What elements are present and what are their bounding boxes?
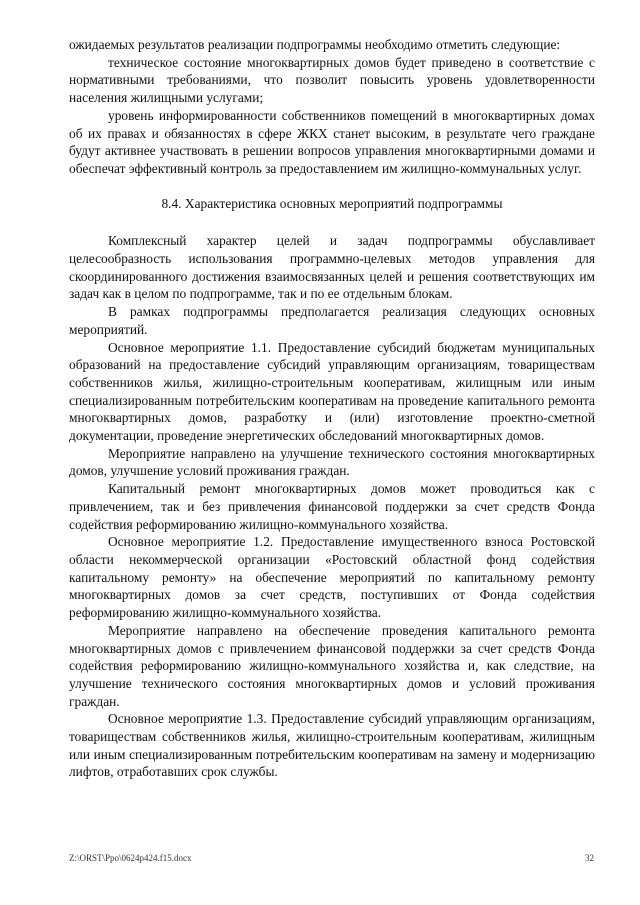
section-heading: 8.4. Характеристика основных мероприятий подпрограммы bbox=[161, 195, 503, 211]
paragraph-framework: В рамках подпрограммы предполагается реализация следующих основных мероприятий. bbox=[69, 304, 595, 337]
paragraph-measure-1-2-purpose: Мероприятие направлено на обеспечение проведения капитального ремонта многоквартирных домов с привлечением финансовой поддержки за счет средств Фонда содействия реформированию жилищно-коммунального хозяйства и, как следствие, на улучшение технического состояния многоквартирных домов и условий проживания граждан. bbox=[69, 622, 595, 709]
paragraph-measure-1-1: Основное мероприятие 1.1. Предоставление субсидий бюджетам муниципальных образований на предоставление субсидий управляющим организациям, товариществам собственников жилья, жилищно-строительным кооперативам, жилищным или иным специализированным потребительским кооперативам на проведение капитального ремонта многоквартирных домов, разработку и (или) изготовление проектно-сметной документации, проведение энергетических обследований многоквартирных домов. bbox=[69, 339, 595, 444]
paragraph-complex-character: Комплексный характер целей и задач подпрограммы обуславливает целесообразность использования программно-целевых методов управления для скоординированного достижения взаимосвязанных целей и решения соответствующих им задач как в целом по подпрограмме, так и по ее отдельным блокам. bbox=[69, 233, 595, 302]
paragraph-awareness-level: уровень информированности собственников помещений в многоквартирных домах об их правах и обязанностях в сфере ЖКХ станет высоким, в результате чего граждане будут активнее участвовать в решении вопросов управления многоквартирными домами и обеспечат эффективный контроль за предоставлением им жилищно-коммунальных услуг. bbox=[69, 107, 595, 176]
paragraph-expected-results: ожидаемых результатов реализации подпрограммы необходимо отметить следующие: bbox=[69, 37, 561, 52]
footer-page-number: 32 bbox=[585, 853, 594, 863]
paragraph-measure-1-2: Основное мероприятие 1.2. Предоставление имущественного взноса Ростовской области некоммерческой организации «Ростовский областной фонд содействия капитальному ремонту» на обеспечение мероприятий по капитальному ремонту многоквартирных домов за счет средств, поступивших от Фонда содействия реформированию жилищно-коммунального хозяйства. bbox=[69, 534, 595, 621]
document-page bbox=[69, 36, 595, 781]
paragraph-measure-1-1-purpose: Мероприятие направлено на улучшение технического состояния многоквартирных домов, улучшение условий проживания граждан. bbox=[69, 445, 595, 479]
paragraph-technical-state: техническое состояние многоквартирных домов будет приведено в соответствие с нормативными требованиями, что позволит повысить уровень удовлетворенности населения жилищными услугами; bbox=[69, 54, 595, 106]
footer-file-path: Z:\ORST\Ppo\0624p424.f15.docx bbox=[69, 853, 192, 863]
paragraph-measure-1-3: Основное мероприятие 1.3. Предоставление субсидий управляющим организациям, товариществам собственников жилья, жилищно-строительным кооперативам, жилищным или иным специализированным потребительским кооперативам на замену и модернизацию лифтов, отработавших срок службы. bbox=[69, 711, 595, 780]
paragraph-capital-repair: Капитальный ремонт многоквартирных домов может проводиться как с привлечением, так и без привлечения финансовой поддержки за счет средств Фонда содействия реформированию жилищно-коммунального хозяйства. bbox=[69, 481, 595, 532]
